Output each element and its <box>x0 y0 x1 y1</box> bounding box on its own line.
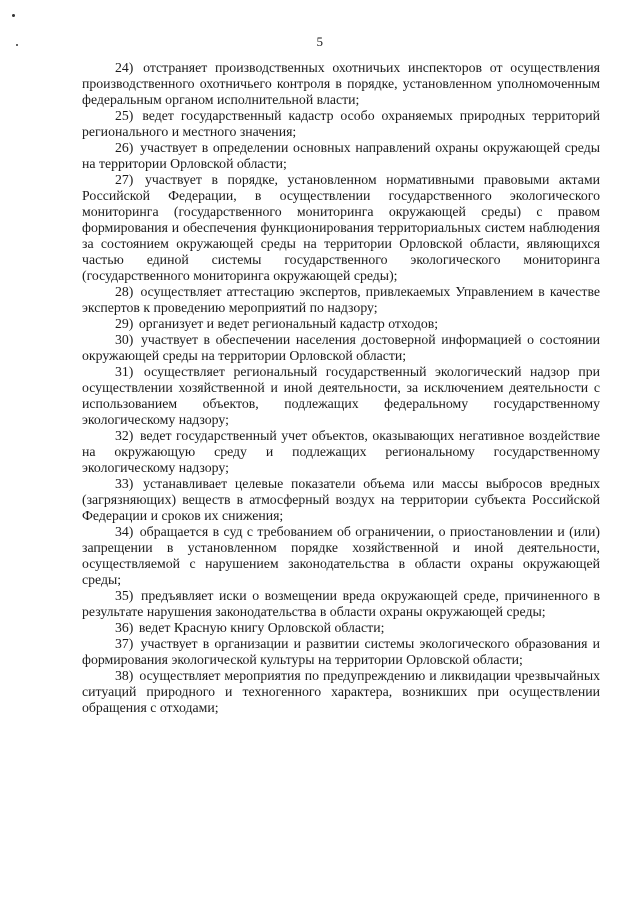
scan-speck <box>12 14 15 17</box>
list-item <box>82 140 600 172</box>
item-number: 33) <box>115 476 134 491</box>
list-item <box>82 60 600 108</box>
list-item <box>82 284 600 316</box>
item-number: 30) <box>115 332 134 347</box>
item-number: 34) <box>115 524 134 539</box>
list-item <box>82 332 600 364</box>
item-text: обращается в суд с требованием об ограничении, о приостановлении и (или) запрещении в установленном порядке хозяйственной и иной деятельности, осуществляемой с нарушением законодательства в области охраны окружающей среды; <box>82 524 600 587</box>
item-text: устанавливает целевые показатели объема или массы выбросов вредных (загрязняющих) веществ в атмосферный воздух на территории субъекта Российской Федерации и сроков их снижения; <box>82 476 600 523</box>
item-text: предъявляет иски о возмещении вреда окружающей среде, причиненного в результате нарушения законодательства в области охраны окружающей среды; <box>82 588 600 619</box>
list-item <box>82 476 600 524</box>
item-text: участвует в обеспечении населения достоверной информацией о состоянии окружающей среды на территории Орловской области; <box>82 332 600 363</box>
item-number: 38) <box>115 668 134 683</box>
item-text: участвует в порядке, установленном нормативными правовыми актами Российской Федерации, в осуществлении государственного экологического мониторинга (государственного мониторинга окружающей среды) с правом формирования и обеспечения функционирования территориальных систем наблюдения за состоянием окружающей среды на территории Орловской области, являющихся частью единой системы государственного экологического мониторинга (государственного мониторинга окружающей среды); <box>82 172 600 283</box>
list-item <box>82 364 600 428</box>
item-number: 29) <box>115 316 134 331</box>
item-text: ведет государственный учет объектов, оказывающих негативное воздействие на окружающую среду и подлежащих региональному государственному экологическому надзору; <box>82 428 601 475</box>
item-text: ведет Красную книгу Орловской области; <box>138 620 385 635</box>
list-item <box>82 588 600 620</box>
item-number: 32) <box>115 428 134 443</box>
item-text: участвует в определении основных направлений охраны окружающей среды на территории Орловской области; <box>82 140 601 171</box>
item-number: 26) <box>115 140 134 155</box>
item-text: осуществляет аттестацию экспертов, привлекаемых Управлением в качестве экспертов к проведению мероприятий по надзору; <box>82 284 600 315</box>
list-item <box>82 636 600 668</box>
item-number: 24) <box>115 60 134 75</box>
item-text: отстраняет производственных охотничьих инспекторов от осуществления производственного охотничьего контроля в порядке, установленном уполномоченным федеральным органом исполнительной власти; <box>82 60 600 107</box>
list-item <box>82 668 600 716</box>
list-item <box>82 316 600 332</box>
item-number: 28) <box>115 284 134 299</box>
item-text: осуществляет региональный государственный экологический надзор при осуществлении хозяйственной и иной деятельности, за исключением деятельности с использованием объектов, подлежащих федеральному государственному экологическому надзору; <box>82 364 600 427</box>
item-number: 27) <box>115 172 134 187</box>
item-number: 36) <box>115 620 134 635</box>
list-item <box>82 172 600 284</box>
page-number: 5 <box>316 34 324 49</box>
item-text: организует и ведет региональный кадастр отходов; <box>138 316 439 331</box>
list-item <box>82 428 600 476</box>
document-body <box>82 60 600 716</box>
list-item <box>82 108 600 140</box>
list-item <box>82 620 600 636</box>
item-text: осуществляет мероприятия по предупреждению и ликвидации чрезвычайных ситуаций природного и техногенного характера, возникших при осуществлении обращения с отходами; <box>82 668 600 715</box>
item-text: ведет государственный кадастр особо охраняемых природных территорий регионального и местного значения; <box>82 108 601 139</box>
item-number: 35) <box>115 588 134 603</box>
item-number: 37) <box>115 636 134 651</box>
item-number: 31) <box>115 364 134 379</box>
list-item <box>82 524 600 588</box>
item-text: участвует в организации и развитии системы экологического образования и формирования экологической культуры на территории Орловской области; <box>82 636 600 667</box>
item-number: 25) <box>115 108 134 123</box>
